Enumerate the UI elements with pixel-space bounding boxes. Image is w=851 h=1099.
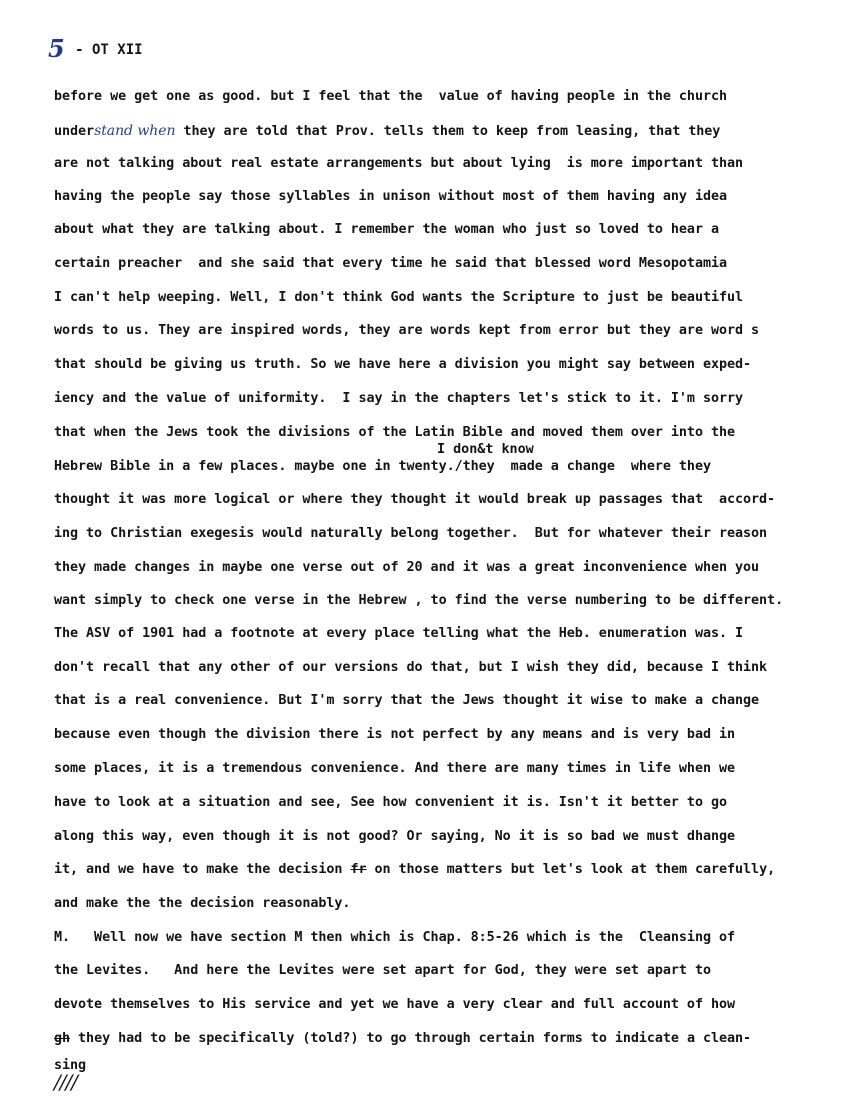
page-header bbox=[48, 34, 143, 63]
text-line-15: they made changes in maybe one verse out of 20 and it was a great inconvenience when you bbox=[54, 560, 760, 575]
text-line-7: I can't help weeping. Well, I don't think God wants the Scripture to just be beautiful bbox=[54, 290, 744, 305]
text-line-24 bbox=[54, 862, 775, 877]
end-mark: //// bbox=[54, 1070, 77, 1094]
text-line-8: words to us. They are inspired words, they are words kept from error but they are word s bbox=[54, 323, 760, 338]
text-line-4: having the people say those syllables in unison without most of them having any idea bbox=[54, 189, 727, 204]
handwritten-page-number: 5 bbox=[48, 34, 65, 63]
text-line-24-rest: on those matters but let's look at them carefully, bbox=[366, 862, 776, 877]
text-line-6: certain preacher and she said that every time he said that blessed word Mesopotamia bbox=[54, 256, 727, 271]
handwritten-correction: stand when bbox=[94, 123, 176, 139]
text-line-26: M. Well now we have section M then which is Chap. 8:5-26 which is the Cleansing of bbox=[54, 930, 736, 945]
text-line-17: The ASV of 1901 had a footnote at every place telling what the Heb. enumeration was. I bbox=[54, 626, 744, 641]
struck-text: gh bbox=[54, 1031, 71, 1046]
text-line-24-prefix: it, and we have to make the decision bbox=[54, 862, 343, 877]
text-line-3: are not talking about real estate arrangements but about lying is more important than bbox=[54, 156, 744, 171]
text-line-16: want simply to check one verse in the Hebrew , to find the verse numbering to be different. bbox=[54, 593, 784, 608]
text-line-28: devote themselves to His service and yet we have a very clear and full account of how bbox=[54, 997, 736, 1012]
text-line-13: thought it was more logical or where they thought it would break up passages that accord- bbox=[54, 492, 776, 507]
text-line-27: the Levites. And here the Levites were set apart for God, they were set apart to bbox=[54, 963, 711, 978]
text-line-29 bbox=[54, 1031, 751, 1046]
text-line-21: some places, it is a tremendous convenience. And there are many times in life when we bbox=[54, 761, 736, 776]
text-line-29-rest: they had to be specifically (told?) to go through certain forms to indicate a clean- bbox=[70, 1031, 752, 1046]
text-line-25: and make the the decision reasonably. bbox=[54, 896, 351, 911]
text-line-19: that is a real convenience. But I'm sorry that the Jews thought it wise to make a change bbox=[54, 693, 760, 708]
typed-prefix: under bbox=[54, 124, 95, 139]
text-line-1: before we get one as good. but I feel that the value of having people in the church bbox=[54, 89, 727, 104]
text-line-12: Hebrew Bible in a few places. maybe one in twenty./they made a change where they bbox=[54, 459, 711, 474]
struck-text: fr bbox=[350, 862, 367, 877]
text-line-23: along this way, even though it is not good? Or saying, No it is so bad we must dhange bbox=[54, 829, 736, 844]
text-line-20: because even though the division there is not perfect by any means and is very bad in bbox=[54, 727, 736, 742]
text-line-18: don't recall that any other of our versions do that, but I wish they did, because I think bbox=[54, 660, 768, 675]
text-line-2-rest: they are told that Prov. tells them to keep from leasing, that they bbox=[183, 124, 721, 139]
text-line-22: have to look at a situation and see, See how convenient it is. Isn't it better to go bbox=[54, 795, 727, 810]
text-line-30: sing bbox=[54, 1058, 87, 1073]
text-line-5: about what they are talking about. I remember the woman who just so loved to hear a bbox=[54, 222, 719, 237]
interlinear-insertion: I don&t know bbox=[437, 442, 534, 457]
text-line-10: iency and the value of uniformity. I say in the chapters let's stick to it. I'm sorry bbox=[54, 391, 744, 406]
text-line-9: that should be giving us truth. So we have here a division you might say between exped- bbox=[54, 357, 752, 372]
text-line-14: ing to Christian exegesis would naturally belong together. But for whatever their reason bbox=[54, 526, 768, 541]
text-line-2 bbox=[54, 123, 720, 139]
text-line-11: that when the Jews took the divisions of the Latin Bible and moved them over into the bbox=[54, 425, 736, 440]
header-title: - OT XII bbox=[75, 42, 143, 58]
